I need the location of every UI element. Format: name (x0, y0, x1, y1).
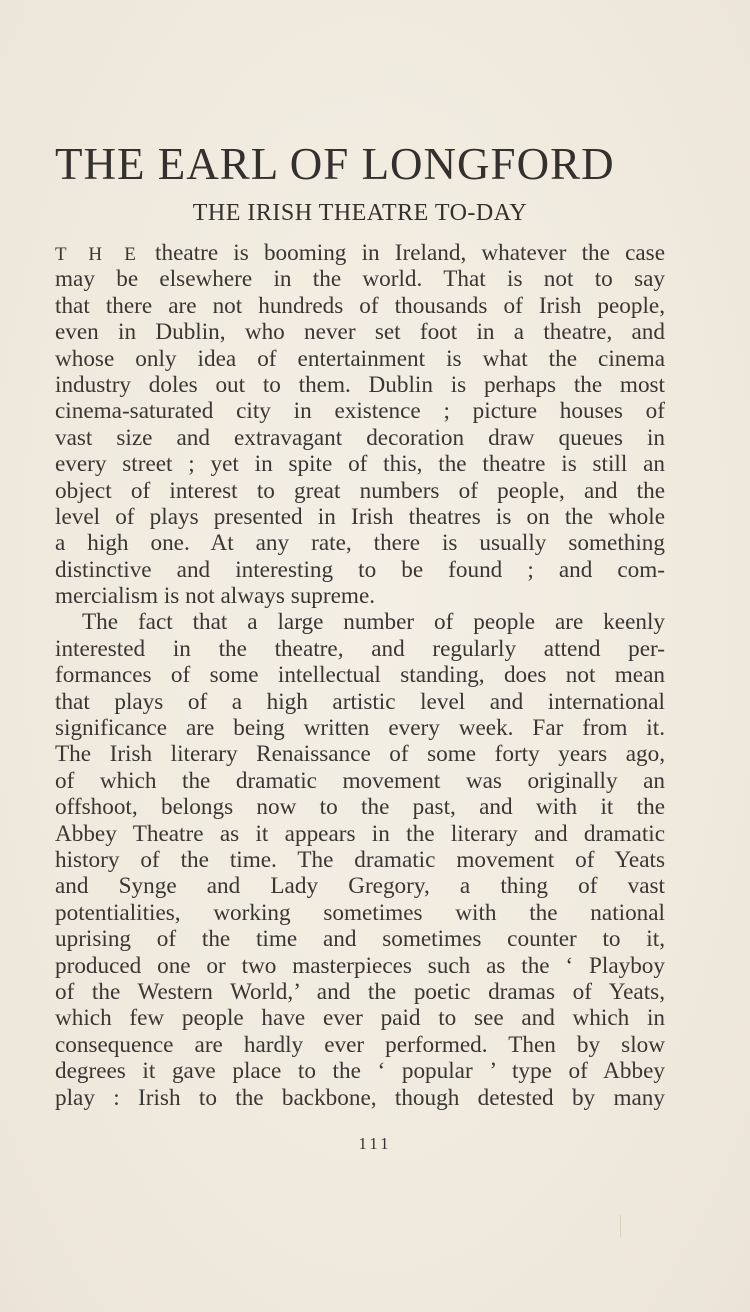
text-line: even in Dublin, who never set foot in a theatre, and (55, 319, 665, 346)
text-line: degrees it gave place to the ‘ popular ’ type of Abbey (55, 1058, 665, 1085)
text-line: vast size and extravagant decoration draw queues in (55, 424, 665, 451)
paragraph-1 (55, 240, 665, 609)
text-line: offshoot, belongs now to the past, and with it the (55, 794, 665, 821)
text-line: uprising of the time and sometimes counter to it, (55, 926, 665, 953)
text-line: a high one. At any rate, there is usually something (55, 530, 665, 557)
text-line: history of the time. The dramatic movement of Yeats (55, 846, 665, 873)
text-line: formances of some intellectual standing, does not mean (55, 662, 665, 689)
opening-small-caps: T H E (55, 244, 140, 265)
text-line: Abbey Theatre as it appears in the literary and dramatic (55, 820, 665, 847)
text-line: that plays of a high artistic level and international (55, 688, 665, 715)
text-line: The fact that a large number of people are keenly (82, 609, 665, 636)
text-line: of the Western World,’ and the poetic dramas of Yeats, (55, 978, 665, 1005)
page-number: 111 (358, 1134, 392, 1153)
text-line: industry doles out to them. Dublin is perhaps the most (55, 371, 665, 398)
text-line: and Synge and Lady Gregory, a thing of vast (55, 873, 665, 900)
text-line: which few people have ever paid to see and which in (55, 1005, 665, 1032)
body-text (55, 240, 665, 1111)
text-line: cinema-saturated city in existence ; picture houses of (55, 398, 665, 425)
text-line-rest: theatre is booming in Ireland, whatever the case (139, 240, 665, 266)
text-line: whose only idea of entertainment is what the cinema (55, 345, 665, 372)
text-line: that there are not hundreds of thousands of Irish people, (55, 292, 665, 319)
paper-blemish (620, 1215, 621, 1237)
text-line: play : Irish to the backbone, though detested by many (55, 1084, 665, 1111)
text-line: interested in the theatre, and regularly attend per- (55, 635, 665, 662)
text-line: consequence are hardly ever performed. Then by slow (55, 1031, 665, 1058)
text-line: produced one or two masterpieces such as the ‘ Playboy (55, 952, 665, 979)
text-line: mercialism is not always supreme. (55, 583, 376, 610)
text-line: potentialities, working sometimes with the national (55, 899, 665, 926)
author-heading: THE EARL OF LONGFORD (55, 139, 615, 189)
essay-title: THE IRISH THEATRE TO-DAY (192, 200, 528, 226)
text-line: significance are being written every week. Far from it. (55, 715, 665, 742)
paragraph-2 (55, 609, 665, 1110)
text-line: distinctive and interesting to be found ; and com- (55, 556, 665, 583)
text-line: may be elsewhere in the world. That is not to say (55, 266, 665, 293)
text-line: every street ; yet in spite of this, the theatre is still an (55, 451, 665, 478)
text-line: object of interest to great numbers of people, and the (55, 477, 665, 504)
text-line: level of plays presented in Irish theatres is on the whole (55, 503, 665, 530)
text-line (55, 240, 665, 266)
text-line: of which the dramatic movement was originally an (55, 767, 665, 794)
text-line: The Irish literary Renaissance of some forty years ago, (55, 741, 665, 768)
